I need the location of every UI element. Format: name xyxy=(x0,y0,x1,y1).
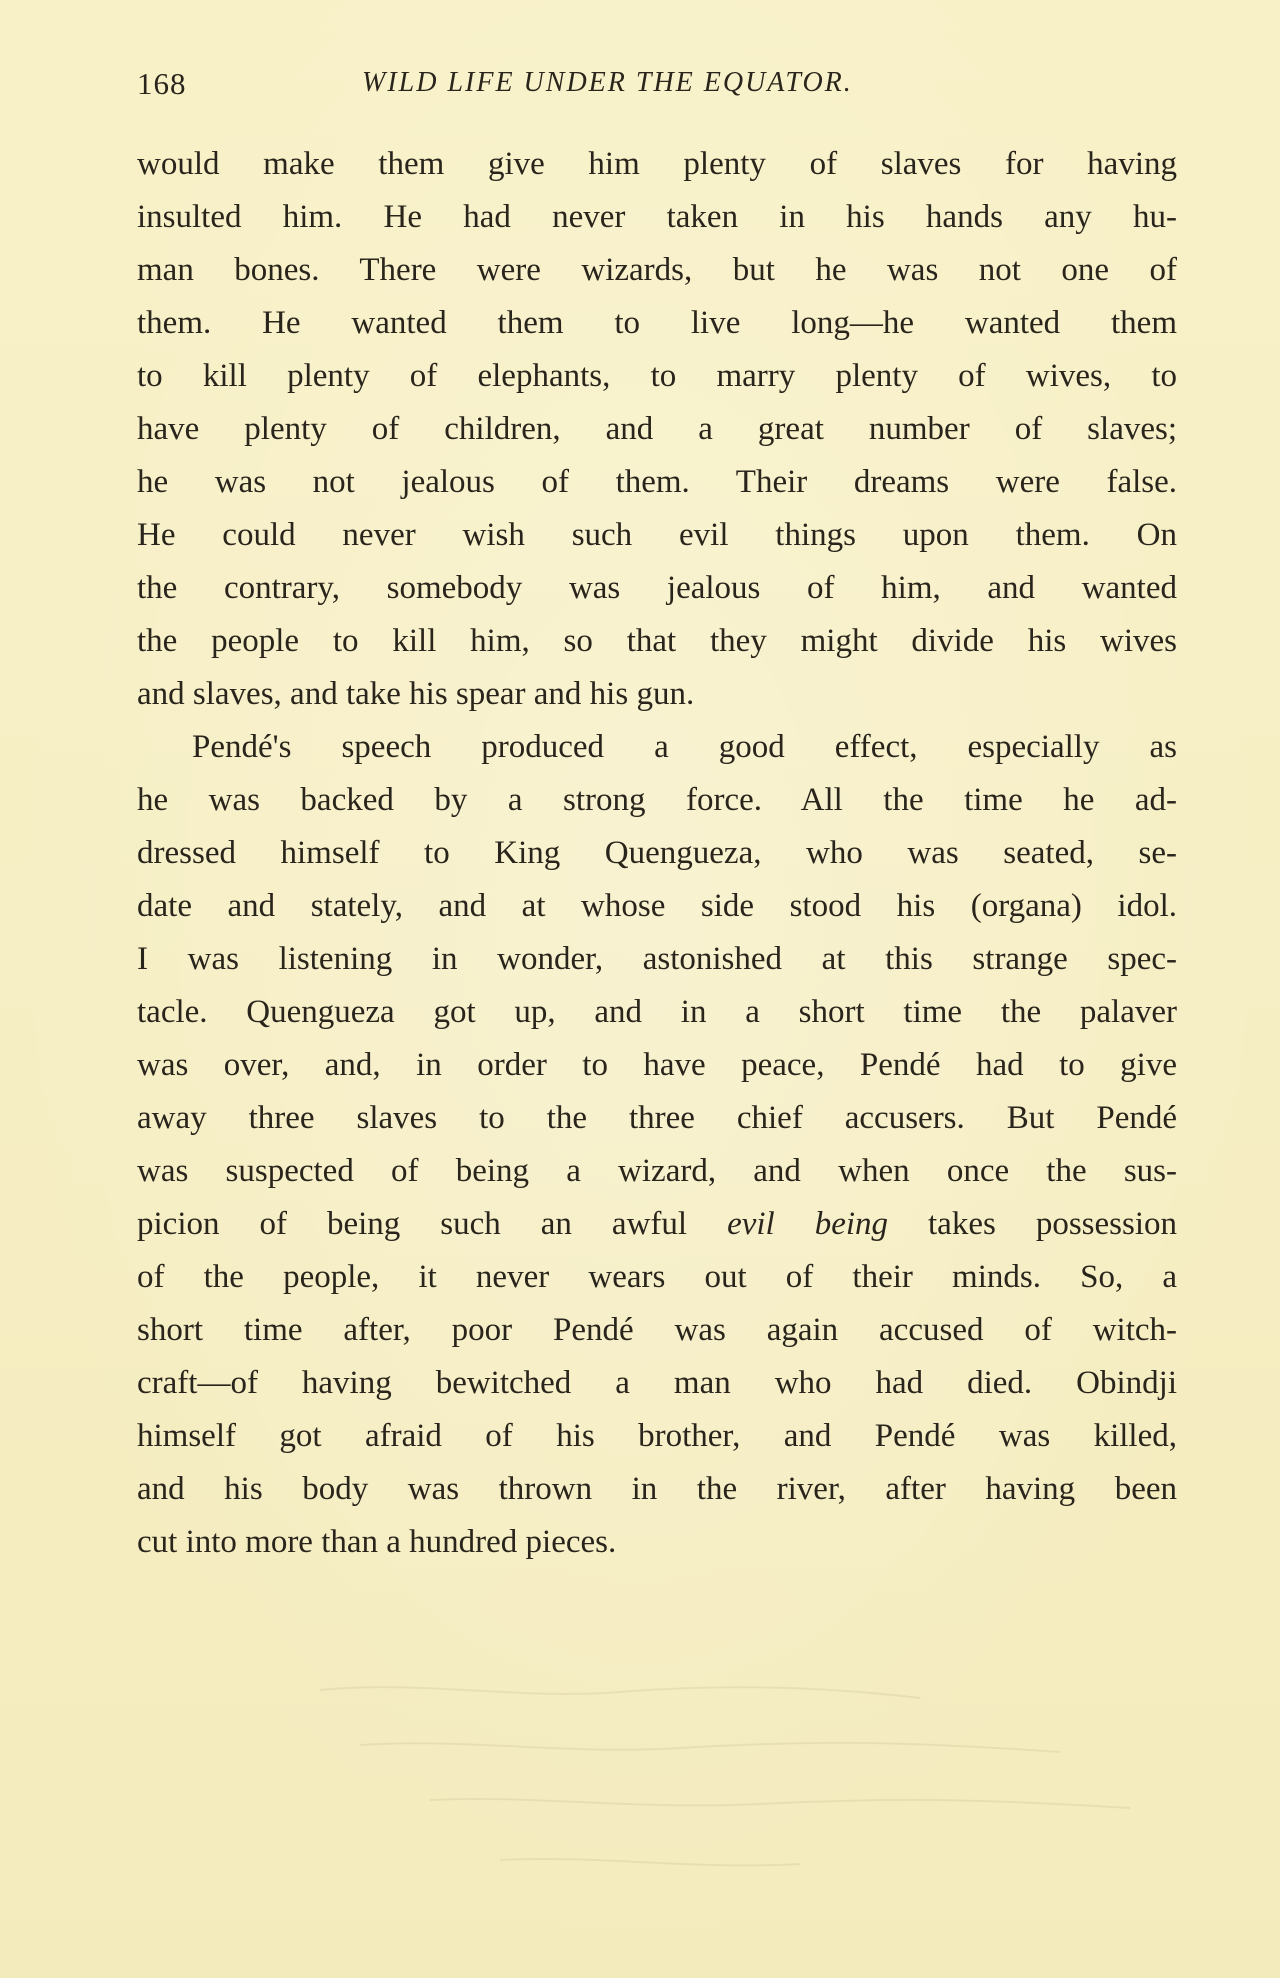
text-line: was suspected of being a wizard, and when once the sus- xyxy=(137,1153,1177,1189)
text-line xyxy=(137,1198,1177,1251)
text-span: picion of being such an awful xyxy=(137,1206,728,1242)
italic-text: evil being xyxy=(727,1206,889,1242)
text-line: craft—of having bewitched a man who had died. Obindji xyxy=(137,1365,1177,1401)
text-line: dressed himself to King Quengueza, who was seated, se- xyxy=(137,835,1177,871)
text-line: cut into more than a hundred pieces. xyxy=(137,1524,617,1560)
text-line: date and stately, and at whose side stood his (organa) idol. xyxy=(137,888,1177,924)
bleedthrough-marks xyxy=(300,1650,1230,1910)
running-title: WILD LIFE UNDER THE EQUATOR. xyxy=(362,67,853,98)
text-line: away three slaves to the three chief accusers. But Pendé xyxy=(137,1100,1177,1136)
text-line: would make them give him plenty of slaves for having xyxy=(137,146,1177,182)
text-line: to kill plenty of elephants, to marry plenty of wives, to xyxy=(137,358,1177,394)
text-line: them. He wanted them to live long—he wanted them xyxy=(137,305,1177,341)
text-line: short time after, poor Pendé was again accused of witch- xyxy=(137,1312,1177,1348)
text-line: the contrary, somebody was jealous of him, and wanted xyxy=(137,570,1177,606)
text-line: of the people, it never wears out of their minds. So, a xyxy=(137,1259,1177,1295)
text-line: he was not jealous of them. Their dreams were false. xyxy=(137,464,1177,500)
text-line: the people to kill him, so that they might divide his wives xyxy=(137,623,1177,659)
text-line: He could never wish such evil things upon them. On xyxy=(137,517,1177,553)
text-span: takes possession xyxy=(888,1206,1178,1242)
body-text xyxy=(137,138,1177,1569)
text-line: man bones. There were wizards, but he was not one of xyxy=(137,252,1177,288)
text-line: he was backed by a strong force. All the time he ad- xyxy=(137,782,1177,818)
text-line: Pendé's speech produced a good effect, especially as xyxy=(192,729,1177,765)
running-head xyxy=(137,66,1157,106)
page-number: 168 xyxy=(137,66,187,101)
text-line: insulted him. He had never taken in his hands any hu- xyxy=(137,199,1177,235)
text-line: tacle. Quengueza got up, and in a short time the palaver xyxy=(137,994,1177,1030)
text-line: and his body was thrown in the river, after having been xyxy=(137,1471,1177,1507)
text-line: have plenty of children, and a great number of slaves; xyxy=(137,411,1177,447)
text-line: was over, and, in order to have peace, Pendé had to give xyxy=(137,1047,1177,1083)
text-line: himself got afraid of his brother, and Pendé was killed, xyxy=(137,1418,1177,1454)
text-line: I was listening in wonder, astonished at this strange spec- xyxy=(137,941,1177,977)
text-line: and slaves, and take his spear and his gun. xyxy=(137,676,695,712)
